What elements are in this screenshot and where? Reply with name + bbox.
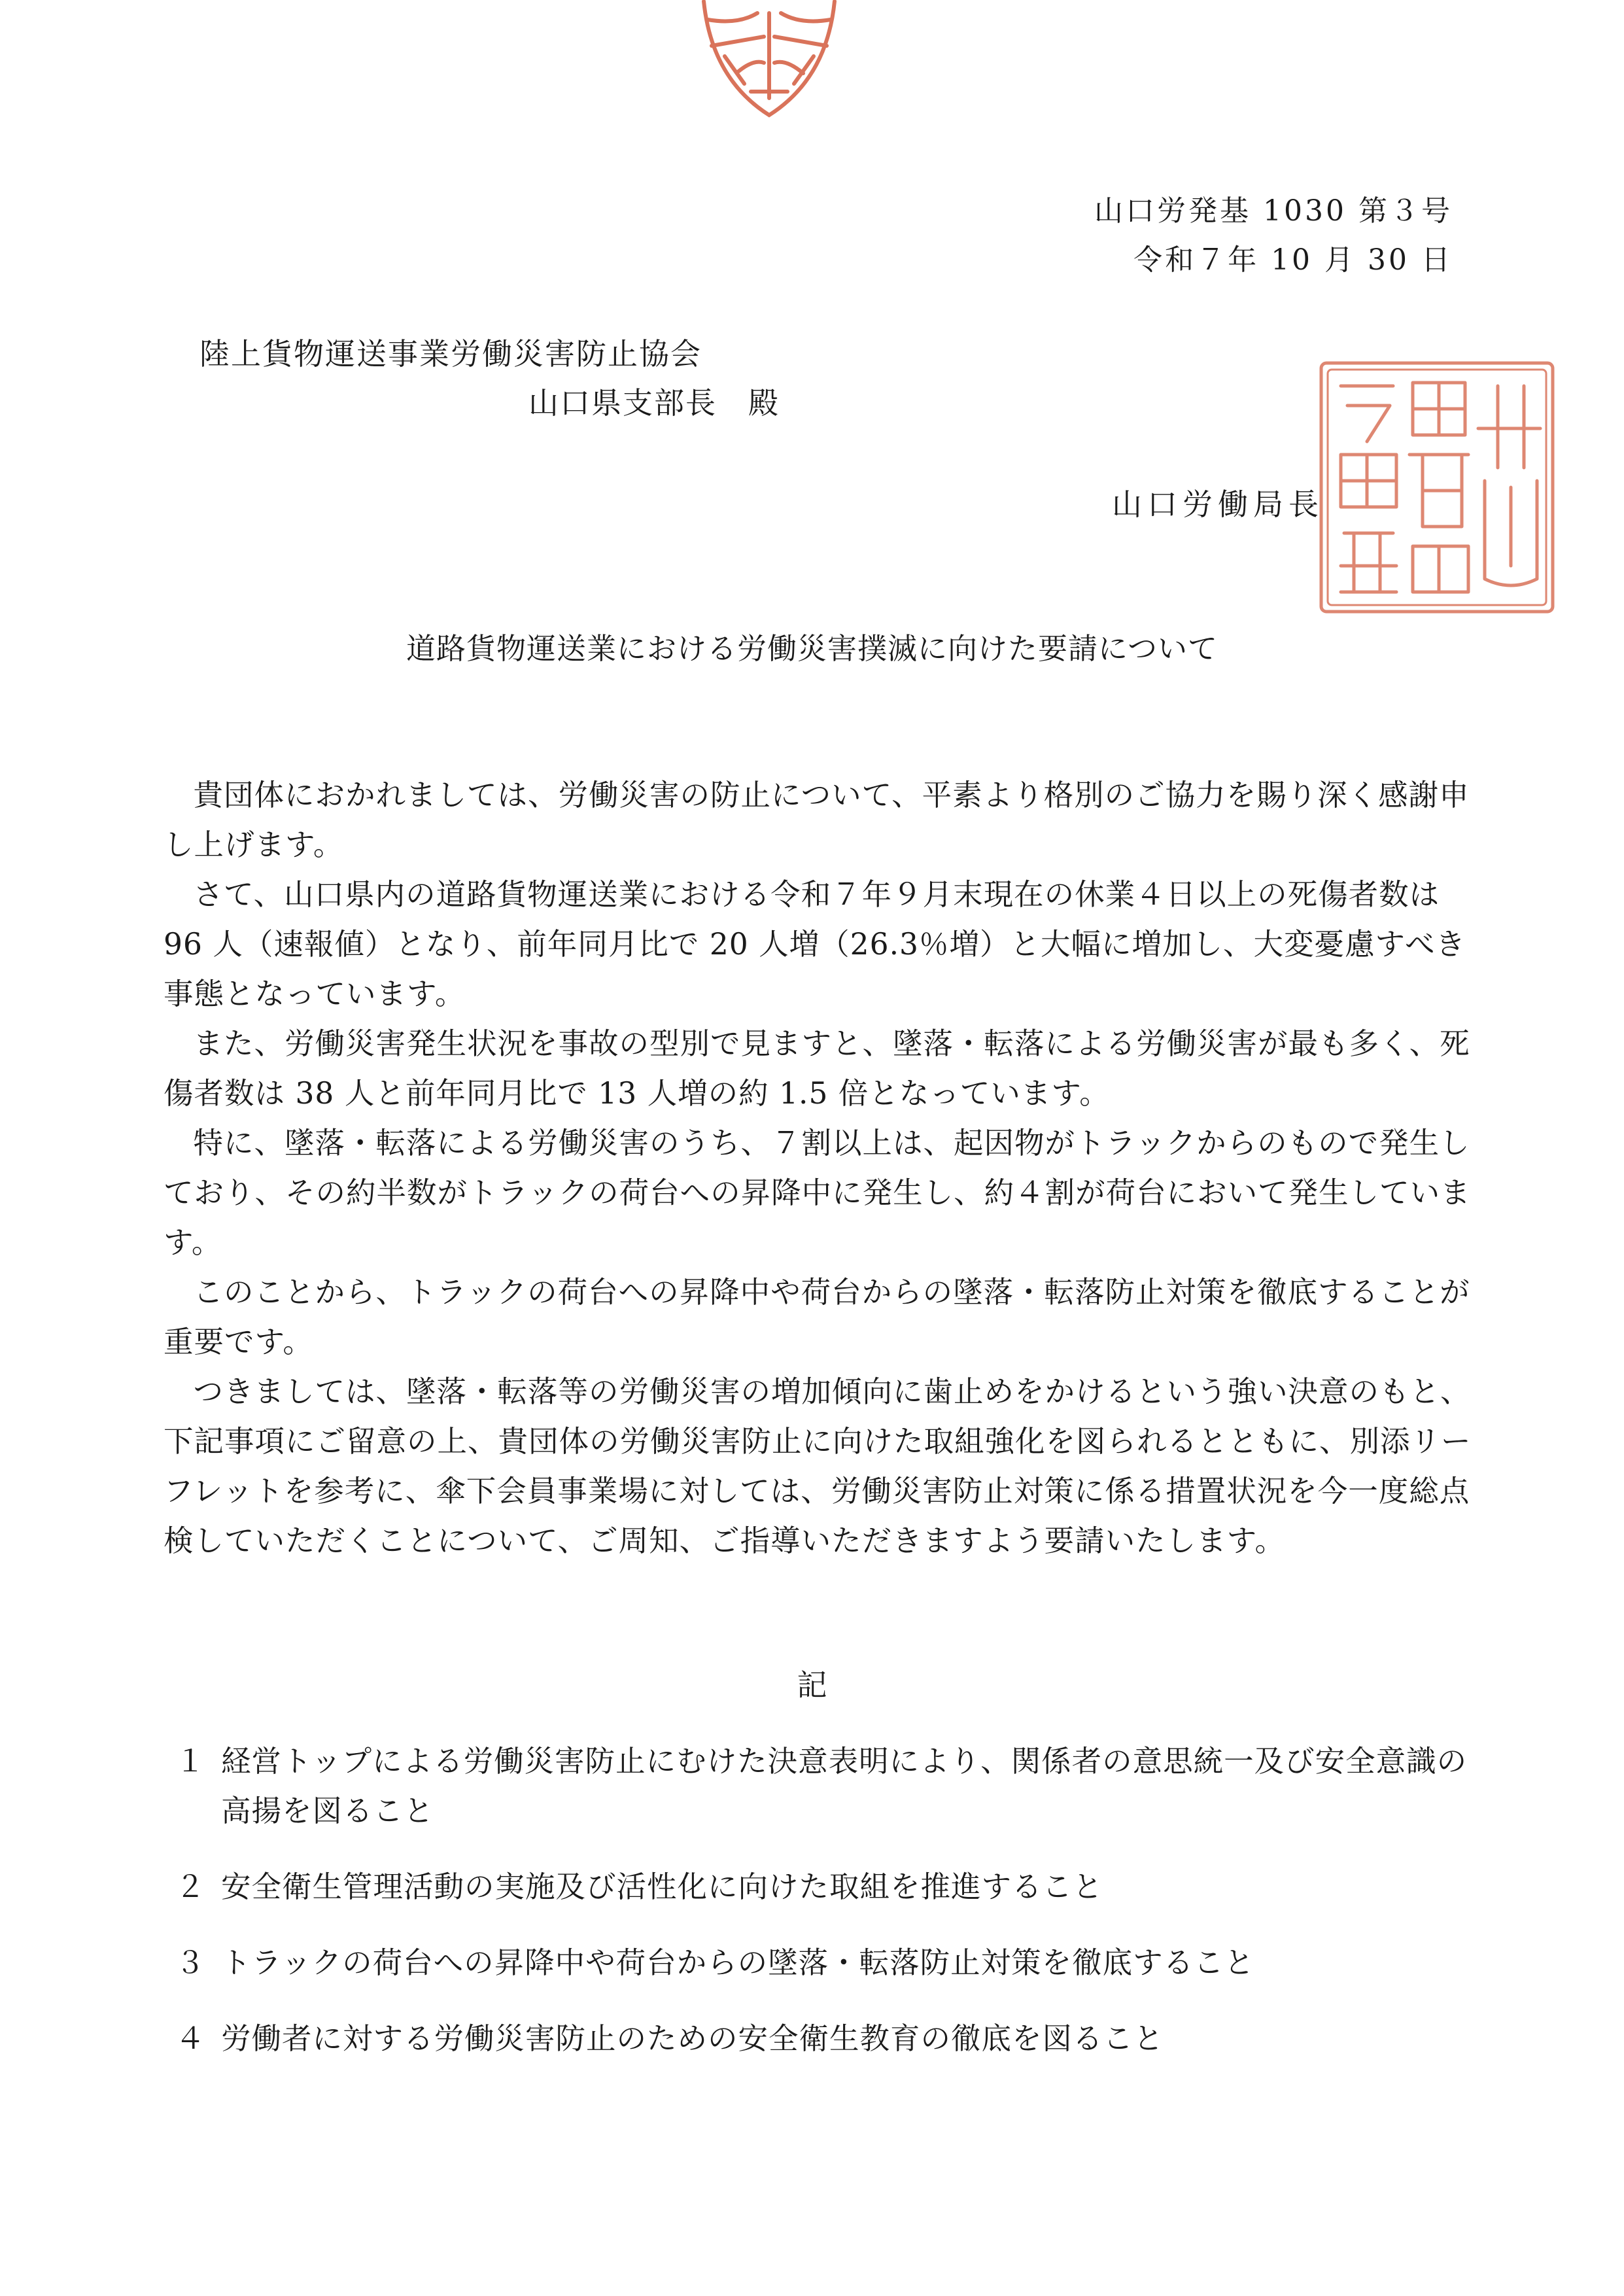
recipient-organization: 陸上貨物運送事業労働災害防止協会 [199, 336, 702, 372]
item-number: ２ [175, 1870, 206, 1904]
list-item [169, 1938, 1470, 1988]
item-text: 安全衛生管理活動の実施及び活性化に向けた取組を推進すること [221, 1870, 1103, 1904]
document-header [1094, 186, 1453, 285]
document-subject: 道路貨物運送業における労働災害撲滅に向けた要請について [406, 631, 1218, 666]
list-item [169, 2014, 1470, 2064]
official-seal-stamp [1315, 357, 1559, 618]
body-paragraph: つきましては、墜落・転落等の労働災害の増加傾向に歯止めをかけるという強い決意のもと、下記事項にご留意の上、貴団体の労働災害防止に向けた取組強化を図られるとともに、別添リーフレットを参考に、傘下会員事業場に対しては、労働災害防止対策に係る措置状況を今一度総点検していただくことについて、ご周知、ご指導いただきますよう要請いたします。 [164, 1374, 1472, 1558]
document-number: 山口労発基 1030 第３号 [1094, 194, 1453, 228]
item-number: ４ [175, 2021, 206, 2056]
body-paragraph: 特に、墜落・転落による労働災害のうち、７割以上は、起因物がトラックからのもので発生しており、その約半数がトラックの荷台への昇降中に発生し、約４割が荷台において発生しています。 [164, 1126, 1471, 1260]
list-item [169, 1737, 1470, 1836]
body-paragraph: 貴団体におかれましては、労働災害の防止について、平素より格別のご協力を賜り深く感謝申し上げます。 [164, 778, 1470, 862]
receipt-seal-icon [699, 0, 840, 118]
item-list [169, 1737, 1470, 2064]
recipient-branch: 山口県支部長 殿 [528, 385, 780, 421]
body-text [164, 771, 1472, 1566]
body-paragraph: さて、山口県内の道路貨物運送業における令和７年９月末現在の休業４日以上の死傷者数は 96 人（速報値）となり、前年同月比で 20 人増（26.3％増）と大幅に増加し、大変憂慮すべき事態となっています。 [164, 877, 1466, 1011]
body-paragraph: また、労働災害発生状況を事故の型別で見ますと、墜落・転落による労働災害が最も多く、死傷者数は 38 人と前年同月比で 13 人増の約 1.5 倍となっています。 [164, 1026, 1470, 1111]
item-text: 経営トップによる労働災害防止にむけた決意表明により、関係者の意思統一及び安全意識の高揚を図ること [221, 1744, 1468, 1828]
ki-heading: 記 [797, 1667, 827, 1703]
item-text: トラックの荷台への昇降中や荷台からの墜落・転落防止対策を徹底すること [221, 1945, 1255, 1980]
sender-name: 山口労働局長 [1112, 487, 1324, 522]
item-number: ３ [175, 1945, 206, 1980]
item-text: 労働者に対する労働災害防止のための安全衛生教育の徹底を図ること [221, 2021, 1164, 2056]
item-number: １ [175, 1744, 206, 1779]
body-paragraph: このことから、トラックの荷台への昇降中や荷台からの墜落・転落防止対策を徹底することが重要です。 [164, 1275, 1470, 1359]
list-item [169, 1862, 1470, 1912]
document-date: 令和７年 10 月 30 日 [1133, 243, 1453, 277]
